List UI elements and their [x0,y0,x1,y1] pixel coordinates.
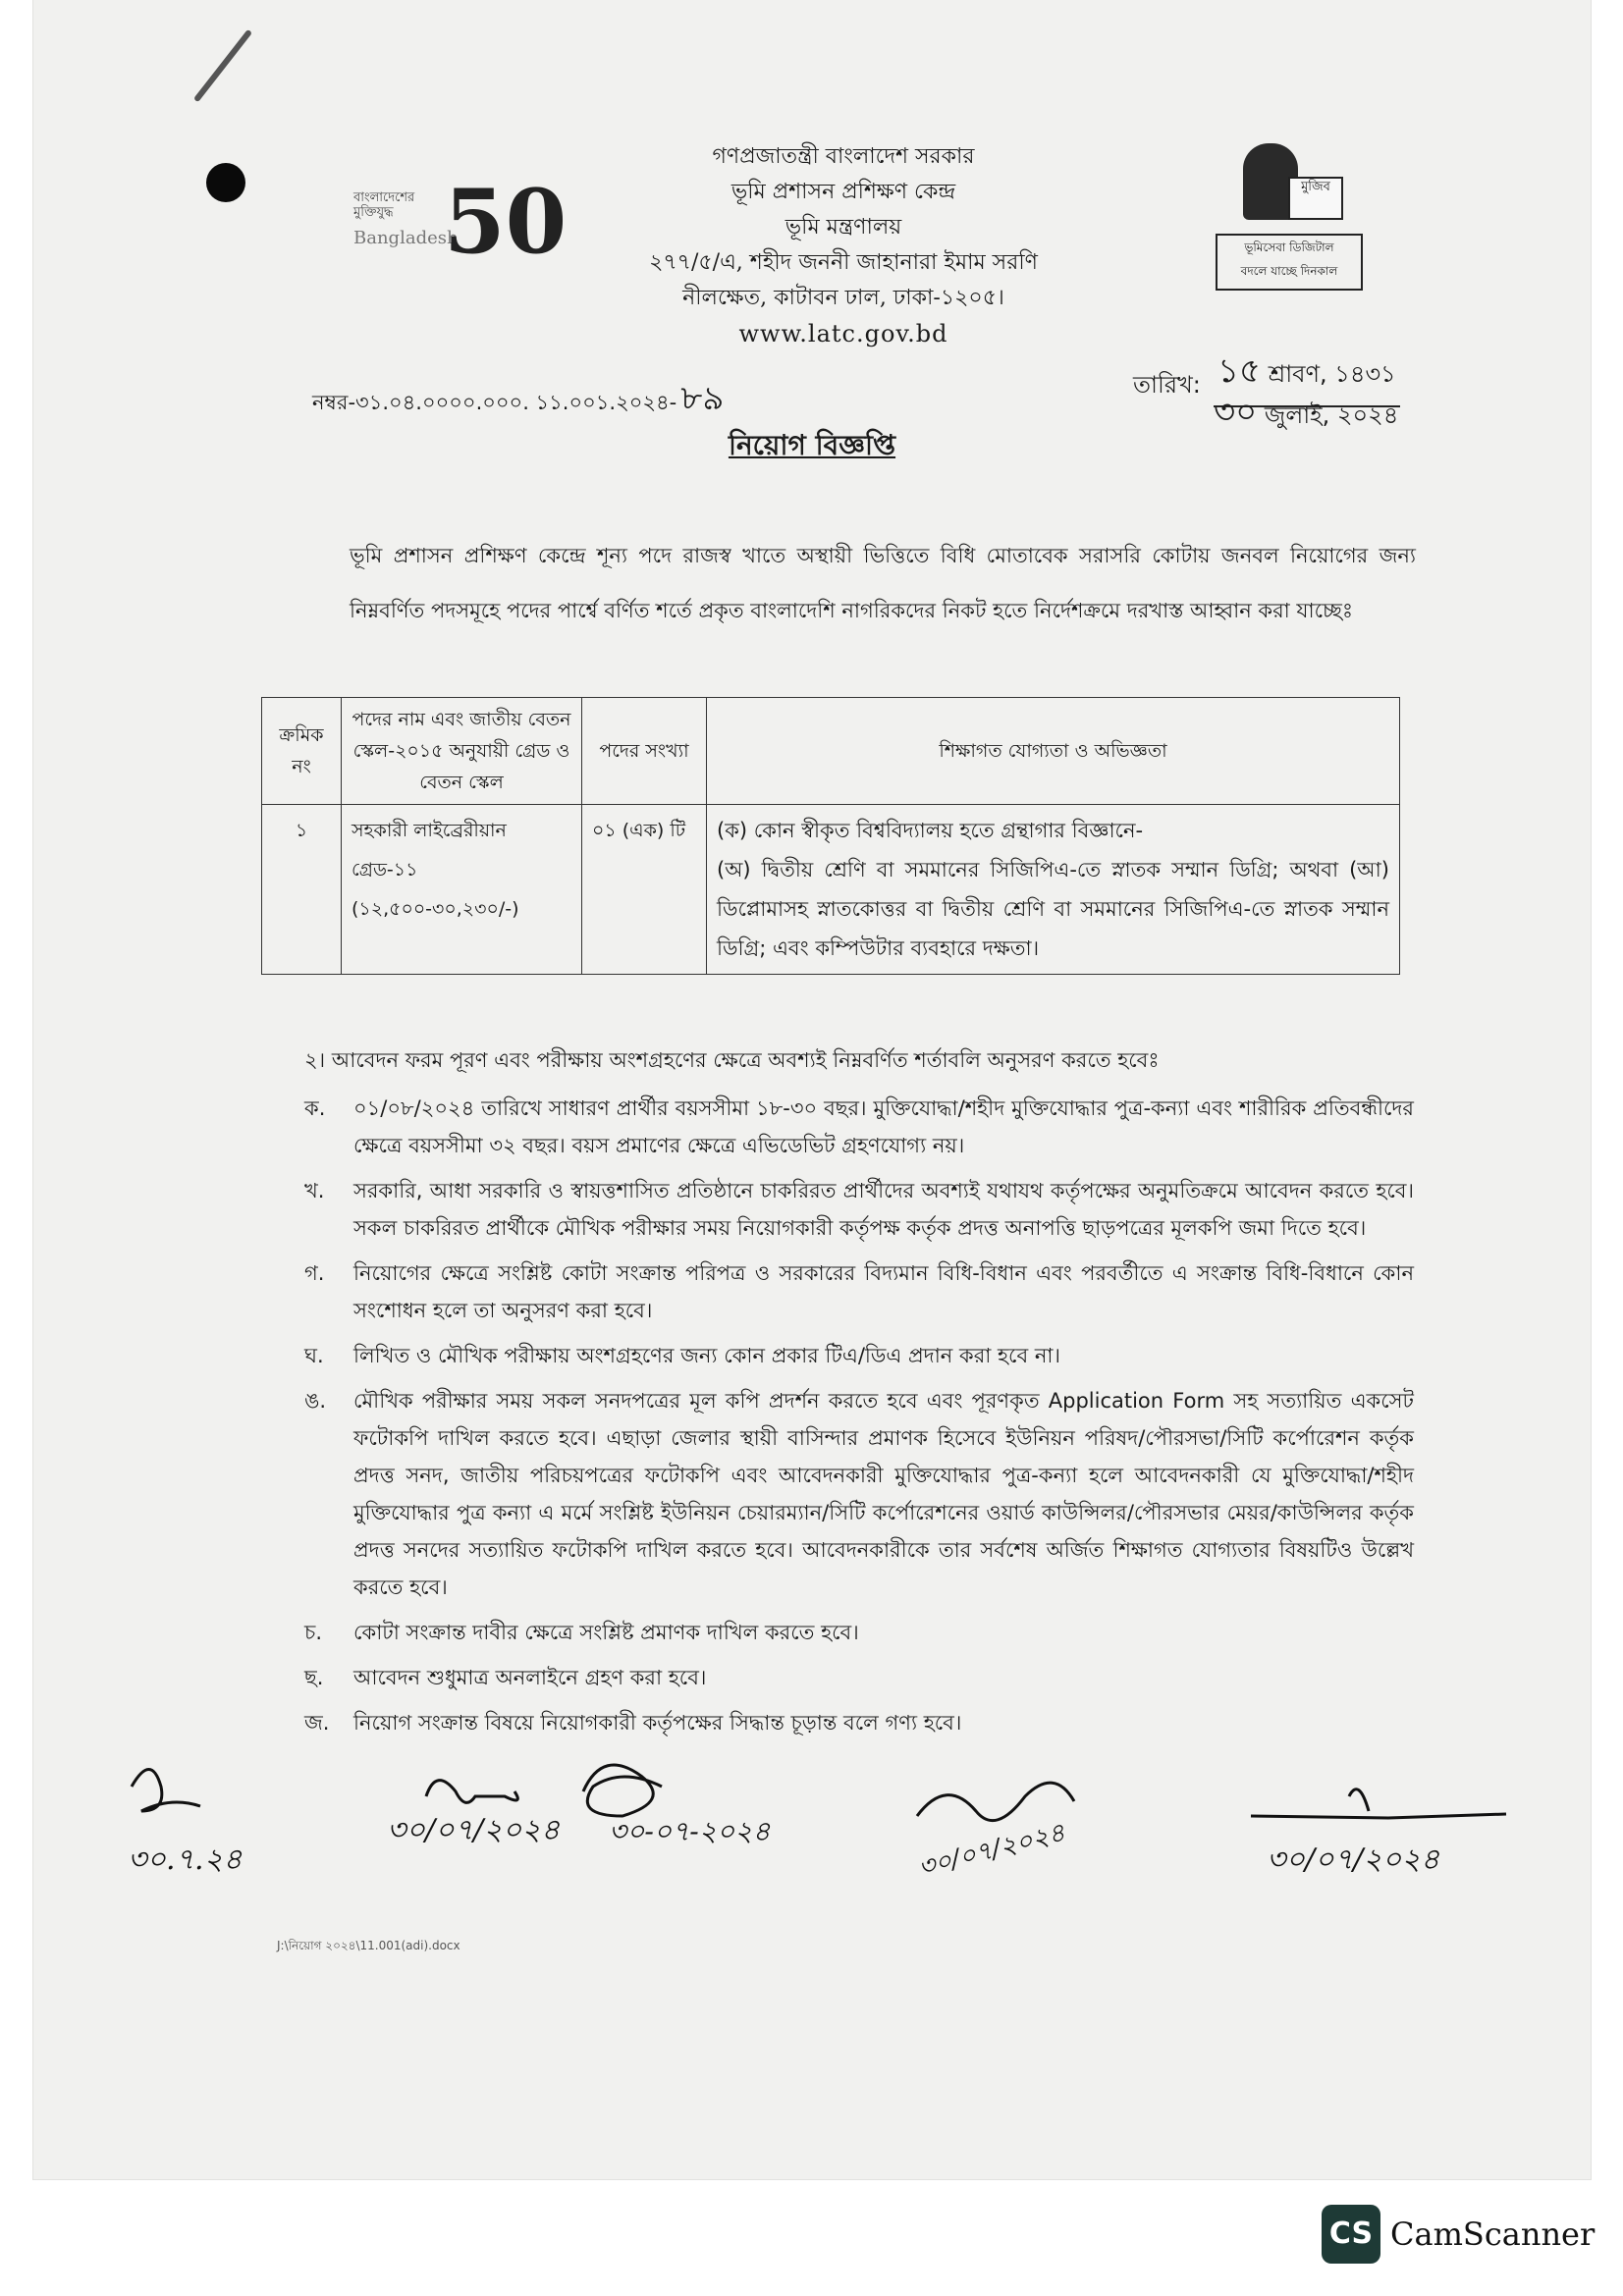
mujib-logo: মুজিব ভূমিসেবা ডিজিটাল বদলে যাচ্ছে দিনকাল [1216,137,1363,302]
table-row: ১ সহকারী লাইব্রেরীয়ান গ্রেড-১১ (১২,৫০০-৩০,২৩০/-) ০১ (এক) টি (ক) কোন স্বীকৃত বিশ্ববিদ্যালয় হতে গ্রন্থাগার বিজ্ঞানে- (অ) দ্বিতীয় শ্রেণি বা সমমানের সিজিপিএ-তে স্নাতক সম্মান ডিগ্রি; অথবা (আ) ডিপ্লোমাসহ স্নাতকোত্তর বা দ্বিতীয় শ্রেণি বা সমমানের সিজিপিএ-তে স্নাতক সম্মান ডিগ্রি; এবং কম্পিউটার ব্যবহারে দক্ষতা। [262,805,1400,975]
header-line: ভূমি মন্ত্রণালয় [784,215,902,240]
signature-date: ৩০/০৭/২০২৪ [1267,1842,1440,1877]
signature-date: ৩০-০৭-২০২৪ [609,1815,771,1847]
header-line: ভূমি প্রশাসন প্রশিক্ষণ কেন্দ্র [730,180,956,204]
col-qualification: শিক্ষাগত যোগ্যতা ও অভিজ্ঞতা [707,698,1400,805]
header-line: নীলক্ষেত, কাটাবন ঢাল, ঢাকা-১২০৫। [682,286,1004,310]
vacancy-table [261,697,1400,975]
conditions-heading: ২। আবেদন ফরম পূরণ এবং পরীক্ষায় অংশগ্রহণের ক্ষেত্রে অবশ্যই নিম্নবর্ণিত শর্তাবলি অনুসরণ করতে হবেঃ [304,1048,1160,1072]
list-item: ছ. আবেদন শুধুমাত্র অনলাইনে গ্রহণ করা হবে। [304,1666,707,1689]
list-item: ক. ০১/০৮/২০২৪ তারিখে সাধারণ প্রার্থীর বয়সসীমা ১৮-৩০ বছর। মুক্তিযোদ্ধা/শহীদ মুক্তিযোদ্ধার পুত্র-কন্যা এবং শারীরিক প্রতিবন্ধীদের ক্ষেত্রে বয়সসীমা ৩২ বছর। বয়স প্রমাণের ক্ষেত্রে এভিডেভিট গ্রহণযোগ্য নয়। [304,1096,1414,1157]
signature-1 [132,1770,200,1812]
conditions-list [304,1090,1414,1749]
camscanner-logo-icon: CS [1322,2205,1380,2264]
list-item: খ. সরকারি, আধা সরকারি ও স্বায়ত্তশাসিত প্রতিষ্ঠানে চাকরিরত প্রার্থীদের অবশ্যই যথাযথ কর্তৃপক্ষের অনুমতিক্রমে আবেদন করতে হবে। সকল চাকরিরত প্রার্থীকে মৌখিক পরীক্ষার সময় নিয়োগকারী কর্তৃপক্ষ কর্তৃক প্রদত্ত অনাপত্তি ছাড়পত্রের মূলকপি জমা দিতে হবে। [304,1179,1414,1240]
header-line: গণপ্রজাতন্ত্রী বাংলাদেশ সরকার [712,144,975,169]
list-item: চ. কোটা সংক্রান্ত দাবীর ক্ষেত্রে সংশ্লিষ্ট প্রমাণক দাখিল করতে হবে। [304,1621,859,1644]
office-header [524,139,1163,351]
col-post: পদের নাম এবং জাতীয় বেতন স্কেল-২০১৫ অনুযায়ী গ্রেড ও বেতন স্কেল [342,698,582,805]
signature-5 [1251,1789,1506,1818]
camscanner-watermark: CS CamScanner [1322,2205,1595,2264]
header-line: ২৭৭/৫/এ, শহীদ জননী জাহানারা ইমাম সরণি [649,250,1038,275]
signature-2 [426,1781,517,1803]
signature-date: ৩০/০৭/২০২৪ [387,1813,561,1847]
bangladesh-50-logo: বাংলাদেশের মুক্তিযুদ্ধ Bangladesh 50 [353,170,568,274]
col-count: পদের সংখ্যা [582,698,707,805]
website-link[interactable]: www.latc.gov.bd [738,320,948,347]
document-page: বাংলাদেশের মুক্তিযুদ্ধ Bangladesh 50 গণপ্রজাতন্ত্রী বাংলাদেশ সরকার ভূমি প্রশাসন প্রশিক্ষণ কেন্দ্র ভূমি মন্ত্রণালয় ২৭৭/৫/এ, শহীদ জননী জাহানারা ইমাম সরণি নীলক্ষেত, কাটাবন ঢাল, ঢাকা-১২০৫। www.latc.gov.bd মুজিব ভূমিসেবা ডিজিটাল বদলে যাচ্ছে দিনকাল নম্বর-৩১.০৪.০০০০.০০০. ১১.০০১.২০২৪- ৮৯ তারিখ: ১৫ শ্রাবণ, ১৪৩১ ৩০ জুলাই, ২০২৪ নিয়োগ বিজ্ঞপ্তি ভূমি প্রশাসন প্রশিক্ষণ কেন্দ্রে শূন্য পদে রাজস্ব খাতে অস্থায়ী ভিত্তিতে বিধি মোতাবেক সরাসরি কোটায় জনবল নিয়োগের জন্য নিম্নবর্ণিত পদসমূহে পদের পার্শ্বে বর্ণিত শর্তে প্রকৃত বাংলাদেশি নাগরিকদের নিকট হতে নির্দেশক্রমে দরখাস্ত আহ্বান করা যাচ্ছেঃ ক্রমিক নং পদের নাম এবং জাতীয় বেতন স্কেল-২০১৫ অনুযায়ী গ্রেড ও বেতন স্কেল পদের সংখ্যা শিক্ষাগত যোগ্যতা ও অভিজ্ঞতা ১ সহকারী লাইব্রেরীয়ান গ্রেড-১১ (১২,৫০০-৩০,২৩০/-) ০১ (এক) টি (ক) কোন স্বীকৃত বিশ্ববিদ্যালয় হতে গ্রন্থাগার বিজ্ঞানে- (অ) দ্বিতীয় শ্রেণি বা সমমানের সিজিপিএ-তে স্নাতক সম্মান ডিগ্রি; অথবা (আ) ডিপ্লোমাসহ স্নাতকোত্তর বা দ্বিতীয় শ্রেণি বা সমমানের সিজিপিএ-তে স্নাতক সম্মান ডিগ্রি; এবং কম্পিউটার ব্যবহারে দক্ষতা। ২। আবেদন ফরম পূরণ এবং পরীক্ষায় অংশগ্রহণের ক্ষেত্রে অবশ্যই নিম্নবর্ণিত শর্তাবলি অনুসরণ করতে হবেঃ ক. ০১/০৮/২০২৪ তারিখে সাধারণ প্রার্থীর বয়সসীমা ১৮-৩০ বছর। মুক্তিযোদ্ধা/শহীদ মুক্তিযোদ্ধার পুত্র-কন্যা এবং শারীরিক প্রতিবন্ধীদের ক্ষেত্রে বয়সসীমা ৩২ বছর। বয়স প্রমাণের ক্ষেত্রে এভিডেভিট গ্রহণযোগ্য নয়। খ. সরকারি, আধা সরকারি ও স্বায়ত্তশাসিত প্রতিষ্ঠানে চাকরিরত প্রার্থীদের অবশ্যই যথাযথ কর্তৃপক্ষের অনুমতিক্রমে আবেদন করতে হবে। সকল চাকরিরত প্রার্থীকে মৌখিক পরীক্ষার সময় নিয়োগকারী কর্তৃপক্ষ কর্তৃক প্রদত্ত অনাপত্তি ছাড়পত্রের মূলকপি জমা দিতে হবে। গ. নিয়োগের ক্ষেত্রে সংশ্লিষ্ট কোটা সংক্রান্ত পরিপত্র ও সরকারের বিদ্যমান বিধি-বিধান এবং পরবর্তীতে এ সংক্রান্ত বিধি-বিধানে কোন সংশোধন হলে তা অনুসরণ করা হবে। ঘ. লিখিত ও মৌখিক পরীক্ষায় অংশগ্রহণের জন্য কোন প্রকার টিএ/ডিএ প্রদান করা হবে না। ঙ. মৌখিক পরীক্ষার সময় সকল সনদপত্রের মূল কপি প্রদর্শন করতে হবে এবং পূরণকৃত Application Form সহ সত্যায়িত একসেট ফটোকপি দাখিল করতে হবে। এছাড়া জেলার স্থায়ী বাসিন্দার প্রমাণক হিসেবে ইউনিয়ন পরিষদ/পৌরসভা/সিটি কর্পোরেশন কর্তৃক প্রদত্ত সনদ, জাতীয় পরিচয়পত্রের ফটোকপি এবং আবেদনকারী মুক্তিযোদ্ধার পুত্র-কন্যা হলে আবেদনকারী যে মুক্তিযোদ্ধা/শহীদ মুক্তিযোদ্ধার পুত্র কন্যা এ মর্মে সংশ্লিষ্ট ইউনিয়ন চেয়ারম্যান/সিটি কর্পোরেশনের ওয়ার্ড কাউন্সিলর/পৌরসভার মেয়র/কাউন্সিলর কর্তৃক প্রদত্ত সনদের সত্যায়িত ফটোকপি দাখিল করতে হবে। আবেদনকারীকে তার সর্বশেষ অর্জিত শিক্ষাগত যোগ্যতার বিষয়টিও উল্লেখ করতে হবে। চ. কোটা সংক্রান্ত দাবীর ক্ষেত্রে সংশ্লিষ্ট প্রমাণক দাখিল করতে হবে। ছ. আবেদন শুধুমাত্র অনলাইনে গ্রহণ করা হবে। জ. নিয়োগ সংক্রান্ত বিষয়ে নিয়োগকারী কর্তৃপক্ষের সিদ্ধান্ত চূড়ান্ত বলে গণ্য হবে। ৩০.৭.২৪ ৩০/০৭/২০২৪ ৩০-০৭-২০২৪ ৩০/০৭/২০২৪ ৩০/০৭/২০২৪ J:\নিয়োগ ২০২৪\11.001(adi).docx [33,0,1591,2179]
list-item: জ. নিয়োগ সংক্রান্ত বিষয়ে নিয়োগকারী কর্তৃপক্ষের সিদ্ধান্ত চূড়ান্ত বলে গণ্য হবে। [304,1711,962,1735]
list-item: গ. নিয়োগের ক্ষেত্রে সংশ্লিষ্ট কোটা সংক্রান্ত পরিপত্র ও সরকারের বিদ্যমান বিধি-বিধান এবং পরবর্তীতে এ সংক্রান্ত বিধি-বিধানে কোন সংশোধন হলে তা অনুসরণ করা হবে। [304,1261,1414,1322]
table-header-row [262,698,1400,805]
intro-paragraph: ভূমি প্রশাসন প্রশিক্ষণ কেন্দ্রে শূন্য পদে রাজস্ব খাতে অস্থায়ী ভিত্তিতে বিধি মোতাবেক সরাসরি কোটায় জনবল নিয়োগের জন্য নিম্নবর্ণিত পদসমূহে পদের পার্শ্বে বর্ণিত শর্তে প্রকৃত বাংলাদেশি নাগরিকদের নিকট হতে নির্দেশক্রমে দরখাস্ত আহ্বান করা যাচ্ছেঃ [350,544,1416,622]
file-path: J:\নিয়োগ ২০২৪\11.001(adi).docx [277,1939,460,1952]
col-serial: ক্রমিক নং [262,698,342,805]
list-item: ঙ. মৌখিক পরীক্ষার সময় সকল সনদপত্রের মূল কপি প্রদর্শন করতে হবে এবং পূরণকৃত Application Form সহ সত্যায়িত একসেট ফটোকপি দাখিল করতে হবে। এছাড়া জেলার স্থায়ী বাসিন্দার প্রমাণক হিসেবে ইউনিয়ন পরিষদ/পৌরসভা/সিটি কর্পোরেশন কর্তৃক প্রদত্ত সনদ, জাতীয় পরিচয়পত্রের ফটোকপি এবং আবেদনকারী মুক্তিযোদ্ধার পুত্র-কন্যা হলে আবেদনকারী যে মুক্তিযোদ্ধা/শহীদ মুক্তিযোদ্ধার পুত্র কন্যা এ মর্মে সংশ্লিষ্ট ইউনিয়ন চেয়ারম্যান/সিটি কর্পোরেশনের ওয়ার্ড কাউন্সিলর/পৌরসভার মেয়র/কাউন্সিলর কর্তৃক প্রদত্ত সনদের সত্যায়িত ফটোকপি দাখিল করতে হবে। আবেদনকারীকে তার সর্বশেষ অর্জিত শিক্ষাগত যোগ্যতার বিষয়টিও উল্লেখ করতে হবে। [304,1389,1414,1599]
notice-title: নিয়োগ বিজ্ঞপ্তি [728,429,896,461]
list-item: ঘ. লিখিত ও মৌখিক পরীক্ষায় অংশগ্রহণের জন্য কোন প্রকার টিএ/ডিএ প্রদান করা হবে না। [304,1344,1060,1367]
signature-date: ৩০.৭.২৪ [128,1842,243,1877]
signature-date: ৩০/০৭/২০২৪ [915,1818,1068,1884]
memo-number: নম্বর-৩১.০৪.০০০০.০০০. ১১.০০১.২০২৪- ৮৯ [312,379,725,418]
punch-hole [206,163,245,202]
staple-mark [193,29,252,103]
signature-3 [583,1765,662,1816]
